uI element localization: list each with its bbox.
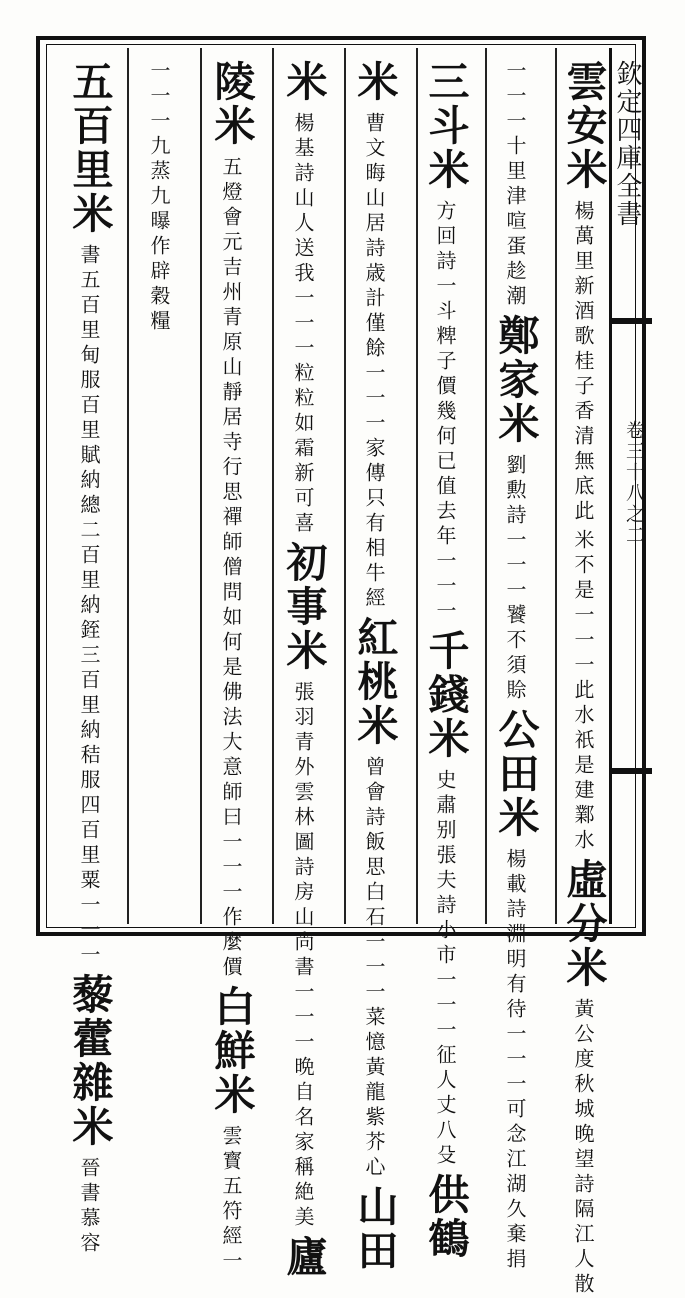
- entry-heading: 公田米: [491, 708, 540, 840]
- entry-heading: 白鮮米: [207, 985, 256, 1117]
- entry-note: 楊基詩山人送我一一一粒粒如霜新可喜: [291, 112, 315, 537]
- entry-note: 晉書慕容: [77, 1157, 101, 1257]
- entry-note: 史肅别張夫詩小市一一一征人丈八殳: [433, 769, 457, 1169]
- entry-note: 雲寳五符經一: [219, 1125, 243, 1275]
- entry-heading: 虛分米: [559, 858, 608, 990]
- entry-heading: 紅桃米: [350, 616, 399, 748]
- entry-heading: 三斗米: [421, 60, 470, 192]
- text-column-6: [202, 58, 260, 1275]
- entry-heading: 山田: [350, 1185, 399, 1273]
- entry-note: 一一一十里津喧蛋趁潮: [503, 60, 527, 310]
- entry-heading: 五百里米: [65, 60, 114, 236]
- entry-note: 方回詩一斗粺子價幾何已值去年一一一: [433, 200, 457, 625]
- entry-note: 楊載詩淵明有待一一一可念江湖久棄捐: [503, 848, 527, 1273]
- text-column-1: [554, 58, 612, 1298]
- entry-heading: 米: [350, 60, 399, 104]
- entry-note: 黃公度秋城晚望詩隔江人散: [571, 998, 595, 1298]
- entry-heading: 廬: [279, 1235, 328, 1279]
- entry-heading: 千錢米: [421, 629, 470, 761]
- volume-label: 卷三十八之二: [623, 420, 645, 546]
- text-column-7: [130, 58, 188, 928]
- entry-heading: 陵米: [207, 60, 256, 148]
- fishtail-mark: [612, 318, 652, 324]
- entry-note: 劉勲詩一一一饕不須賒: [503, 454, 527, 704]
- text-column-5: [274, 58, 332, 1279]
- text-column-4: [345, 58, 403, 1273]
- entry-note: 五燈會元吉州青原山靜居寺行思禪師僧問如何是佛法大意師曰一一一作麼價: [219, 156, 243, 981]
- entry-heading: 米: [279, 60, 328, 104]
- entry-note: 曹文晦山居詩歳計僅餘一一一家傳只有相牛經: [362, 112, 386, 612]
- entry-heading: 初事米: [279, 541, 328, 673]
- book-title: 欽定四庫全書: [612, 60, 642, 228]
- column-rule: [127, 48, 129, 924]
- entry-note: 張羽青外雲林圖詩房山尚書一一一晩自名家稱絶美: [291, 681, 315, 1231]
- entry-heading: 供鶴: [421, 1173, 470, 1261]
- entry-heading: 雲安米: [559, 60, 608, 192]
- text-column-3: [416, 58, 474, 1261]
- fishtail-mark: [612, 768, 652, 774]
- entry-note: 米不是一一一此水祇是建鄴水: [571, 529, 595, 854]
- entry-heading: 鄭家米: [491, 314, 540, 446]
- entry-note: 書五百里甸服百里賦納總二百里納銍三百里納秸服四百里粟一一一: [77, 244, 101, 969]
- entry-note: 楊萬里新酒歌桂子香清無底此: [571, 200, 595, 525]
- text-column-2: [486, 58, 544, 1273]
- entry-note: 一一一九蒸九曝作辟穀糧: [147, 60, 171, 335]
- entry-note: 曾會詩飯思白石一一一菜憶黃龍紫芥心: [362, 756, 386, 1181]
- text-column-8: [60, 58, 118, 1257]
- entry-heading: 藜藿雜米: [65, 973, 114, 1149]
